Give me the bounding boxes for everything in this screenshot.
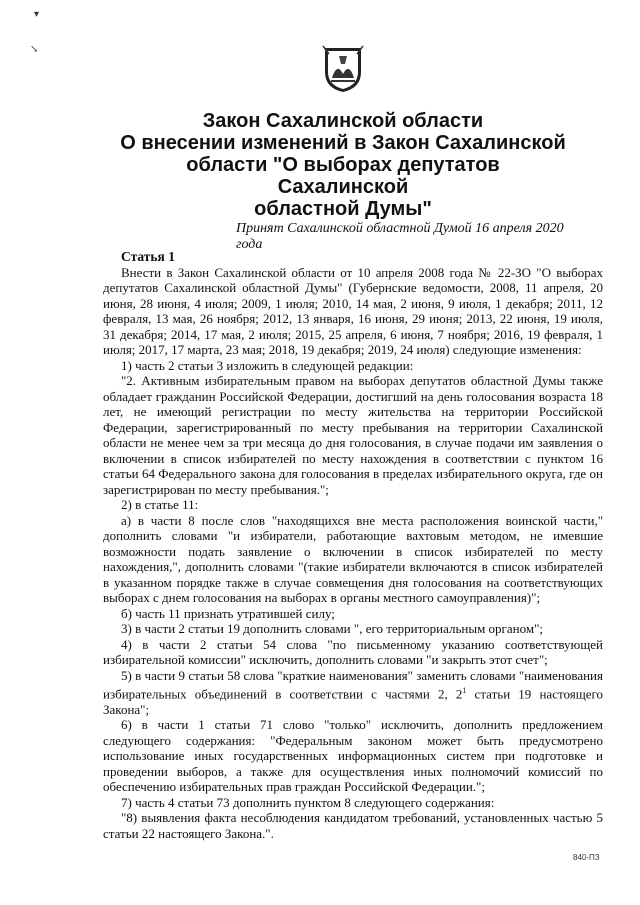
- item-5-text-end: статьи 19 настоящего Закона";: [103, 686, 603, 717]
- paragraph-item-7: 7) часть 4 статьи 73 дополнить пунктом 8 следующего содержания:: [121, 794, 495, 810]
- title-line-1: Закон Сахалинской области: [202, 110, 484, 132]
- article-heading: Статья 1: [121, 249, 175, 264]
- paragraph-item-1: 1) часть 2 статьи 3 изложить в следующей редакции:: [121, 357, 414, 373]
- paragraph-intro: Внести в Закон Сахалинской области от 10 апреля 2008 года № 22-ЗО "О выборах депутатов Сахалинской областной Думы" (Губернские ведомости, 2008, 11 апреля, 20 июня, 28 июня, 4 июля; 2009, 1 июля; 2010, 14 мая, 2 июня, 9 июля, 1 декабря; 2011, 12 февраля, 13 мая, 26 ноября; 2012, 13 января, 16 июня, 29 июня; 2013, 22 июня, 19 июля, 31 декабря; 2014, 17 мая, 2 июля; 2015, 25 апреля, 6 июня, 7 ноября; 2016, 19 февраля, 1 июля; 2017, 17 марта, 23 мая; 2018, 19 декабря; 2019, 24 июля) следующие изменения:: [103, 264, 603, 357]
- paragraph-item-3: 3) в части 2 статьи 19 дополнить словами ", его территориальным органом";: [121, 621, 544, 636]
- title-line-2: О внесении изменений в Закон Сахалинской: [120, 132, 566, 154]
- paragraph-item-7-text: "8) выявления факта несоблюдения кандидатом требований, установленных частью 5 статьи 22 настоящего Закона.".: [103, 810, 603, 841]
- coat-of-arms-emblem: [321, 44, 365, 94]
- law-body: [103, 249, 603, 841]
- title-line-3: области "О выборах депутатов Сахалинской: [186, 154, 500, 198]
- paragraph-item-2a: а) в части 8 после слов "находящихся вне места расположения воинской части," дополнить словами "и избиратели, работающие вахтовым методом, не имевшие возможности подать заявление о включении в список избирателей по месту нахождения,", дополнить словами "(такие избиратели включаются в список избирателей в указанном порядке также в случае совмещения дня голосования на соответствующих выборах с днем голосования на выборах в органы местного самоуправления)";: [103, 512, 603, 605]
- item-5-superscript: 1: [462, 686, 467, 695]
- paragraph-item-2b: б) часть 11 признать утратившей силу;: [121, 605, 335, 621]
- adoption-note: Принят Сахалинской областной Думой 16 апреля 2020 года: [236, 221, 564, 252]
- paragraph-item-4: 4) в части 2 статьи 54 слова "по письменному указанию соответствующей избирательной комиссии" исключить, дополнить словами "и закрыть этот счет";: [103, 636, 603, 667]
- scan-mark: ↘: [30, 44, 39, 55]
- paragraph-item-6: 6) в части 1 статьи 71 слово "только" исключить, дополнить предложением следующего содержания: "Федеральным законом может быть предусмотрено использование иных государственных информационных систем при подготовке и проведении выборов, а также для осуществления иных полномочий комиссий по обеспечению избирательных прав граждан Российской Федерации.";: [103, 717, 603, 795]
- paragraph-item-5: [103, 668, 603, 718]
- document-code: 840-ПЗ: [573, 853, 600, 862]
- item-5-text: 5) в части 9 статьи 58 слова "краткие наименования" заменить словами "наименования избирательных объединений в соответствии с частями 2, 2: [103, 667, 603, 702]
- scan-mark: ▾: [34, 9, 40, 20]
- title-line-4: областной Думы": [254, 198, 432, 220]
- law-title: [120, 110, 566, 220]
- paragraph-item-1-text: "2. Активным избирательным правом на выборах депутатов областной Думы также обладает гражданин Российской Федерации, достигший на день голосования возраста 18 лет, не имеющий регистрации по месту жительства на территории Российской Федерации, зарегистрированный по месту пребывания на территории Сахалинской области не менее чем за три месяца до дня голосования, в случае подачи им заявления о включении в список избирателей по месту нахождения в соответствии с пунктом 16 статьи 64 Федерального закона для голосования в пределах избирательного округа, где он зарегистрирован по месту пребывания.";: [103, 373, 603, 497]
- paragraph-item-2: 2) в статье 11:: [121, 497, 199, 512]
